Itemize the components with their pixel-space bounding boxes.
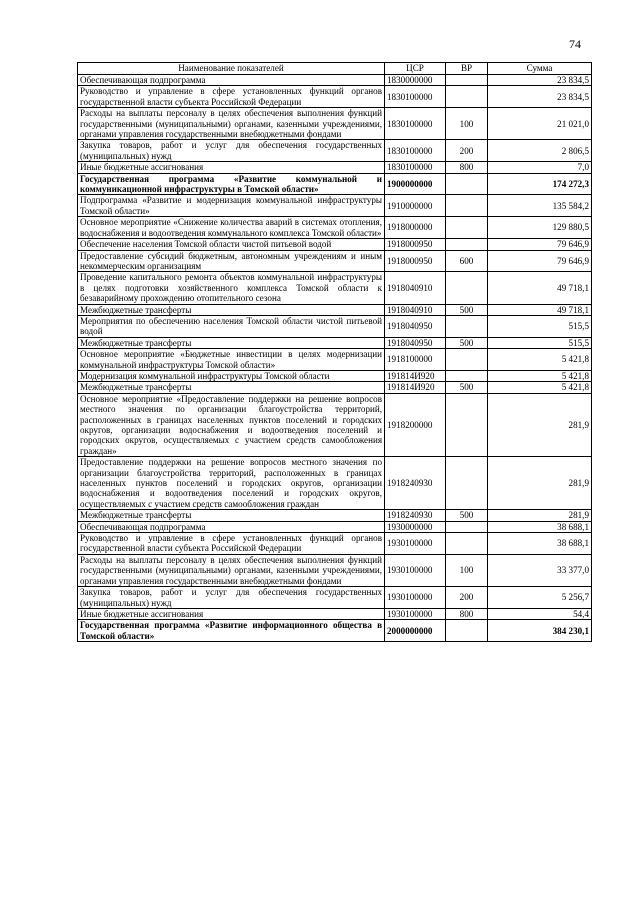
cell-csr: 1930100000 [385, 554, 446, 586]
cell-sum: 21 021,0 [488, 108, 592, 140]
cell-csr: 1918000950 [385, 239, 446, 250]
cell-sum: 135 584,2 [488, 195, 592, 217]
cell-name: Обеспечение населения Томской области чистой питьевой водой [78, 239, 385, 250]
cell-sum: 5 256,7 [488, 587, 592, 609]
cell-name: Руководство и управление в сфере установленных функций органов государственной власти субъекта Российской Федерации [78, 533, 385, 555]
header-sum: Сумма [488, 63, 592, 75]
table-row [78, 587, 592, 609]
cell-vr [446, 349, 488, 371]
table-row [78, 554, 592, 586]
cell-name: Предоставление субсидий бюджетным, автономным учреждениям и иным некоммерческим организациям [78, 250, 385, 272]
cell-csr: 1830100000 [385, 86, 446, 108]
cell-csr: 1930100000 [385, 533, 446, 555]
cell-csr: 1900000000 [385, 173, 446, 195]
cell-csr: 1830100000 [385, 108, 446, 140]
cell-sum: 79 646,9 [488, 239, 592, 250]
table-row [78, 173, 592, 195]
cell-sum: 384 230,1 [488, 620, 592, 642]
cell-name: Государственная программа «Развитие коммунальной и коммуникационной инфраструктуры в Томской области» [78, 173, 385, 195]
table-row [78, 510, 592, 521]
cell-vr [446, 457, 488, 510]
cell-sum: 281,9 [488, 457, 592, 510]
cell-sum: 5 421,8 [488, 382, 592, 393]
cell-sum: 38 688,1 [488, 521, 592, 532]
cell-name: Обеспечивающая подпрограмма [78, 75, 385, 86]
cell-name: Межбюджетные трансферты [78, 337, 385, 348]
cell-csr: 1930000000 [385, 521, 446, 532]
cell-csr: 1930100000 [385, 587, 446, 609]
table-header-row [78, 63, 592, 75]
table-row [78, 250, 592, 272]
cell-vr [446, 239, 488, 250]
cell-sum: 2 806,5 [488, 140, 592, 162]
cell-sum: 5 421,8 [488, 349, 592, 371]
cell-vr: 800 [446, 608, 488, 619]
cell-csr: 1918040910 [385, 272, 446, 304]
cell-vr: 500 [446, 337, 488, 348]
table-row [78, 349, 592, 371]
cell-sum: 79 646,9 [488, 250, 592, 272]
cell-name: Закупка товаров, работ и услуг для обеспечения государственных (муниципальных) нужд [78, 140, 385, 162]
table-row [78, 533, 592, 555]
cell-name: Закупка товаров, работ и услуг для обеспечения государственных (муниципальных) нужд [78, 587, 385, 609]
cell-sum: 281,9 [488, 393, 592, 456]
table-row [78, 75, 592, 86]
cell-name: Расходы на выплаты персоналу в целях обеспечения выполнения функций государственными (муниципальными) органами, казенными учреждениями, органами управления государственными внебюджетными фондами [78, 554, 385, 586]
table-row [78, 457, 592, 510]
cell-sum: 515,5 [488, 337, 592, 348]
cell-csr: 1918040950 [385, 315, 446, 337]
table-row [78, 272, 592, 304]
budget-table [77, 62, 592, 642]
table-row [78, 108, 592, 140]
cell-csr: 1918040910 [385, 304, 446, 315]
cell-name: Государственная программа «Развитие информационного общества в Томской области» [78, 620, 385, 642]
cell-vr: 500 [446, 510, 488, 521]
table-row [78, 370, 592, 381]
cell-vr: 500 [446, 382, 488, 393]
header-vr: ВР [446, 63, 488, 75]
cell-name: Мероприятия по обеспечению населения Томской области чистой питьевой водой [78, 315, 385, 337]
cell-vr [446, 217, 488, 239]
cell-vr [446, 272, 488, 304]
cell-csr: 1918240930 [385, 510, 446, 521]
cell-vr: 600 [446, 250, 488, 272]
cell-vr: 200 [446, 140, 488, 162]
cell-name: Основное мероприятие «Снижение количества аварий в системах отопления, водоснабжения и водоотведения коммунального комплекса Томской области» [78, 217, 385, 239]
cell-sum: 23 834,5 [488, 75, 592, 86]
cell-csr: 1918200000 [385, 393, 446, 456]
table-row [78, 217, 592, 239]
cell-sum: 54,4 [488, 608, 592, 619]
cell-vr [446, 393, 488, 456]
cell-sum: 33 377,0 [488, 554, 592, 586]
cell-sum: 49 718,1 [488, 304, 592, 315]
cell-vr [446, 86, 488, 108]
cell-sum: 174 272,3 [488, 173, 592, 195]
cell-csr: 1830100000 [385, 162, 446, 173]
cell-csr: 1830100000 [385, 140, 446, 162]
cell-sum: 23 834,5 [488, 86, 592, 108]
table-row [78, 162, 592, 173]
table-row [78, 140, 592, 162]
cell-sum: 281,9 [488, 510, 592, 521]
cell-name: Основное мероприятие «Предоставление поддержки на решение вопросов местного значения по организации благоустройства территорий, расположенных в границах населенных пунктов поселений и городских округов, организации водоснабжения и водоотведения поселений и городских округов, осуществляемых с участием средств самообложения граждан» [78, 393, 385, 456]
cell-sum: 49 718,1 [488, 272, 592, 304]
cell-name: Иные бюджетные ассигнования [78, 608, 385, 619]
table-row [78, 393, 592, 456]
cell-vr: 100 [446, 554, 488, 586]
cell-vr [446, 195, 488, 217]
cell-name: Межбюджетные трансферты [78, 382, 385, 393]
cell-vr [446, 533, 488, 555]
cell-csr: 1830000000 [385, 75, 446, 86]
cell-csr: 1930100000 [385, 608, 446, 619]
cell-csr: 2000000000 [385, 620, 446, 642]
cell-name: Иные бюджетные ассигнования [78, 162, 385, 173]
table-row [78, 382, 592, 393]
table-row [78, 608, 592, 619]
cell-name: Межбюджетные трансферты [78, 304, 385, 315]
table-row [78, 86, 592, 108]
page-number: 74 [569, 37, 581, 51]
table-row [78, 337, 592, 348]
cell-name: Модернизация коммунальной инфраструктуры Томской области [78, 370, 385, 381]
cell-csr: 1918100000 [385, 349, 446, 371]
cell-vr: 200 [446, 587, 488, 609]
cell-sum: 7,0 [488, 162, 592, 173]
table-row [78, 315, 592, 337]
cell-name: Предоставление поддержки на решение вопросов местного значения по организации благоустройства территорий, расположенных в границах населенных пунктов поселений и городских округов, организации водоснабжения и водоотведения поселений и городских округов, осуществляемых с участием средств самообложения граждан [78, 457, 385, 510]
table-row [78, 304, 592, 315]
table-row [78, 195, 592, 217]
cell-vr [446, 173, 488, 195]
cell-name: Обеспечивающая подпрограмма [78, 521, 385, 532]
cell-csr: 191814И920 [385, 370, 446, 381]
cell-name: Руководство и управление в сфере установленных функций органов государственной власти субъекта Российской Федерации [78, 86, 385, 108]
cell-csr: 1918000000 [385, 217, 446, 239]
cell-csr: 1918000950 [385, 250, 446, 272]
table-row [78, 620, 592, 642]
cell-csr: 1910000000 [385, 195, 446, 217]
cell-name: Проведение капитального ремонта объектов коммунальной инфраструктуры в целях подготовки хозяйственного комплекса Томской области к безаварийному прохождению отопительного сезона [78, 272, 385, 304]
cell-sum: 5 421,8 [488, 370, 592, 381]
cell-csr: 191814И920 [385, 382, 446, 393]
cell-vr [446, 370, 488, 381]
cell-vr: 500 [446, 304, 488, 315]
cell-vr: 100 [446, 108, 488, 140]
cell-vr [446, 315, 488, 337]
cell-sum: 515,5 [488, 315, 592, 337]
cell-name: Подпрограмма «Развитие и модернизация коммунальной инфраструктуры Томской области» [78, 195, 385, 217]
table-body [78, 75, 592, 642]
header-name: Наименование показателей [78, 63, 385, 75]
cell-csr: 1918240930 [385, 457, 446, 510]
cell-name: Расходы на выплаты персоналу в целях обеспечения выполнения функций государственными (муниципальными) органами, казенными учреждениями, органами управления государственными внебюджетными фондами [78, 108, 385, 140]
cell-sum: 129 880,5 [488, 217, 592, 239]
cell-vr [446, 521, 488, 532]
header-csr: ЦСР [385, 63, 446, 75]
cell-csr: 1918040950 [385, 337, 446, 348]
cell-vr [446, 75, 488, 86]
cell-name: Межбюджетные трансферты [78, 510, 385, 521]
table-row [78, 521, 592, 532]
cell-sum: 38 688,1 [488, 533, 592, 555]
cell-vr [446, 620, 488, 642]
cell-name: Основное мероприятие «Бюджетные инвестиции в целях модернизации коммунальной инфраструктуры Томской области» [78, 349, 385, 371]
table-row [78, 239, 592, 250]
cell-vr: 800 [446, 162, 488, 173]
